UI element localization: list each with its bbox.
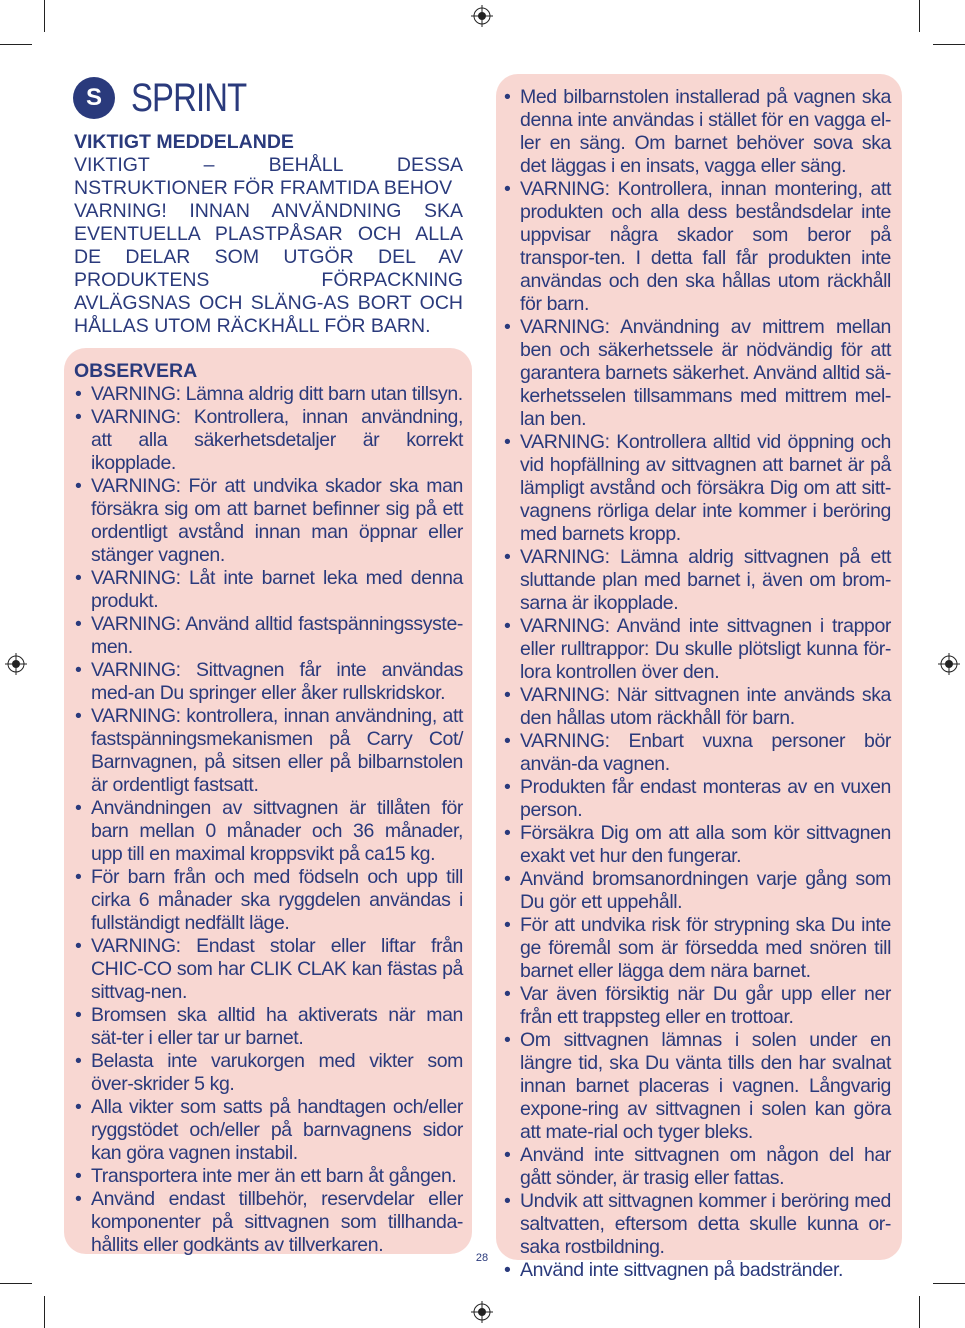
crop-mark bbox=[44, 1296, 45, 1328]
crop-mark bbox=[933, 1283, 965, 1284]
warning-list bbox=[503, 86, 891, 1282]
list-item: • VARNING: Använd alltid fastspänningssyste-men. bbox=[74, 613, 463, 659]
list-item: • Om sittvagnen lämnas i solen under en längre tid, ska Du vänta tills den har svalnat innan barnet placeras i vagnen. Långvarig expone-ring av sittvagnen i solen kan göra att mate-rial och tyger bleks. bbox=[503, 1029, 891, 1144]
list-item: • Använd inte sittvagnen på badstränder. bbox=[503, 1259, 891, 1282]
list-item: • VARNING: Kontrollera, innan montering, att produkten och alla dess beståndsdelar inte uppvisar några skador som beror på transpor-ten. I detta fall får produkten inte användas och den ska hållas utom räckhåll för barn. bbox=[503, 178, 891, 316]
notice-line: VIKTIGT – BEHÅLL DESSA NSTRUKTIONER FÖR FRAMTIDA BEHOV bbox=[74, 154, 463, 199]
list-item: • VARNING: Endast stolar eller liftar från CHIC-CO som har CLIK CLAK kan fästas på sittvag-nen. bbox=[74, 935, 463, 1004]
warning-list bbox=[74, 383, 463, 1257]
crop-mark bbox=[44, 0, 45, 32]
list-item: • VARNING: När sittvagnen inte används ska den hållas utom räckhåll för barn. bbox=[503, 684, 891, 730]
list-item: • VARNING: Kontrollera, innan användning, att alla säkerhetsdetaljer är korrekt ikopplade. bbox=[74, 406, 463, 475]
list-item: • VARNING: Lämna aldrig ditt barn utan tillsyn. bbox=[74, 383, 463, 406]
list-item: • Med bilbarnstolen installerad på vagnen ska denna inte användas i stället för en vagga el-ler en säng. Om barnet behöver sova ska det läggas i en insats, vagga eller säng. bbox=[503, 86, 891, 178]
list-item: • Produkten får endast monteras av en vuxen person. bbox=[503, 776, 891, 822]
list-item: • VARNING: Kontrollera alltid vid öppning och vid hopfällning av sittvagnen att barnet är på lämpligt avstånd och försäkra Dig om att sitt-vagnens rörliga delar inte kommer i beröring med barnets kropp. bbox=[503, 431, 891, 546]
list-item: • VARNING: Användning av mittrem mellan ben och säkerhetssele är nödvändig för att garantera barnets säkerhet. Använd alltid sä-kerhetsselen tillsammans med mittrem mel-lan ben. bbox=[503, 316, 891, 431]
notice-heading: VIKTIGT MEDDELANDE bbox=[74, 131, 294, 153]
list-item: • Bromsen ska alltid ha aktiverats när man sät-ter i eller tar ur barnet. bbox=[74, 1004, 463, 1050]
list-item: • Var även försiktig när Du går upp eller ner från ett trappsteg eller en trottoar. bbox=[503, 983, 891, 1029]
language-badge: S bbox=[73, 77, 115, 119]
registration-mark-icon bbox=[471, 1301, 493, 1323]
list-item: • Belasta inte varukorgen med vikter som över-skrider 5 kg. bbox=[74, 1050, 463, 1096]
warnings-section bbox=[503, 86, 891, 1282]
list-item: • VARNING: Sittvagnen får inte användas med-an Du springer eller åker rullskridskor. bbox=[74, 659, 463, 705]
crop-mark bbox=[919, 1296, 920, 1328]
list-item: • Transportera inte mer än ett barn åt gången. bbox=[74, 1165, 463, 1188]
registration-mark-icon bbox=[5, 653, 27, 675]
list-item: • VARNING: Använd inte sittvagnen i trappor eller rulltrappor: Du skulle plötsligt kunna för-lora kontrollen över den. bbox=[503, 615, 891, 684]
list-item: • För att undvika risk för strypning ska Du inte ge föremål som är försedda med snören till barnet eller lägga dem nära barnet. bbox=[503, 914, 891, 983]
crop-mark bbox=[933, 44, 965, 45]
list-item: • VARNING: Låt inte barnet leka med denna produkt. bbox=[74, 567, 463, 613]
list-item: • Försäkra Dig om att alla som kör sittvagnen exakt vet hur den fungerar. bbox=[503, 822, 891, 868]
list-item: • VARNING: Enbart vuxna personer bör använ-da vagnen. bbox=[503, 730, 891, 776]
list-item: • Använd bromsanordningen varje gång som Du gör ett uppehåll. bbox=[503, 868, 891, 914]
page-title: SPRINT bbox=[131, 75, 247, 120]
registration-mark-icon bbox=[471, 5, 493, 27]
important-notice bbox=[74, 131, 463, 338]
list-item: • VARNING: För att undvika skador ska man försäkra sig om att barnet befinner sig på ett ordentligt avstånd innan man öppnar eller stänger vagnen. bbox=[74, 475, 463, 567]
crop-mark bbox=[0, 1283, 32, 1284]
crop-mark bbox=[0, 44, 32, 45]
list-item: • Använd inte sittvagnen om någon del har gått sönder, är trasig eller fattas. bbox=[503, 1144, 891, 1190]
notice-line: VARNING! INNAN ANVÄNDNING SKA EVENTUELLA PLASTPÅSAR OCH ALLA DE DELAR SOM UTGÖR DEL AV PRODUKTENS FÖRPACKNING AVLÄGSNAS OCH SLÄNG-AS BORT OCH HÅLLAS UTOM RÄCKHÅLL FÖR BARN. bbox=[74, 200, 463, 337]
list-item: • VARNING: Lämna aldrig sittvagnen på ett sluttande plan med barnet i, även om brom-sarna är ikopplade. bbox=[503, 546, 891, 615]
list-item: • Använd endast tillbehör, reservdelar eller komponenter på sittvagnen som tillhanda-hållits eller godkänts av tillverkaren. bbox=[74, 1188, 463, 1257]
list-item: • Undvik att sittvagnen kommer i beröring med saltvatten, eftersom detta skulle kunna or-saka rostbildning. bbox=[503, 1190, 891, 1259]
page-header bbox=[73, 76, 272, 120]
section-heading: OBSERVERA bbox=[74, 360, 198, 382]
registration-mark-icon bbox=[938, 653, 960, 675]
observera-section bbox=[74, 360, 463, 1257]
list-item: • VARNING: kontrollera, innan användning, att fastspänningsmekanismen på Carry Cot/ Barnvagnen, på sitsen eller på bilbarnstolen är ordentligt fastsatt. bbox=[74, 705, 463, 797]
list-item: • Användningen av sittvagnen är tillåten för barn mellan 0 månader och 36 månader, upp till en maximal kroppsvikt på ca15 kg. bbox=[74, 797, 463, 866]
page-number: 28 bbox=[475, 1252, 489, 1264]
crop-mark bbox=[919, 0, 920, 32]
list-item: • Alla vikter som satts på handtagen och/eller ryggstödet och/eller på barnvagnens sidor kan göra vagnen instabil. bbox=[74, 1096, 463, 1165]
list-item: • För barn från och med födseln och upp till cirka 6 månader ska ryggdelen användas i fullständigt nedfällt läge. bbox=[74, 866, 463, 935]
